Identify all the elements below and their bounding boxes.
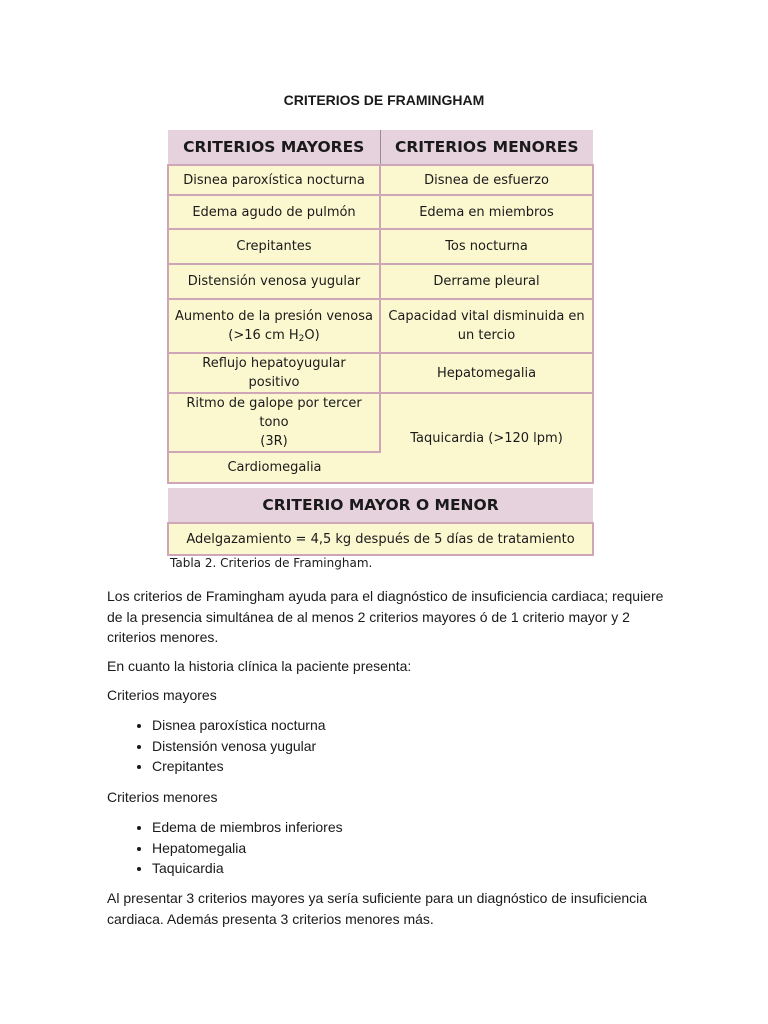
header-mayores: CRITERIOS MAYORES	[168, 130, 380, 165]
table-header-row	[168, 488, 593, 523]
table-row	[168, 195, 593, 229]
table-row	[168, 299, 593, 353]
cell-mayor	[168, 393, 380, 452]
cell-mayor: Disnea paroxística nocturna	[168, 165, 380, 195]
table-row	[168, 165, 593, 195]
paragraph-history: En cuanto la historia clínica la paciente presenta:	[107, 658, 412, 674]
cell-line: O)	[304, 328, 320, 343]
table-row	[168, 393, 593, 452]
table-row	[168, 523, 593, 555]
cell-mayor: Edema agudo de pulmón	[168, 195, 380, 229]
table-row	[168, 353, 593, 393]
header-menores: CRITERIOS MENORES	[380, 130, 593, 165]
table-row	[168, 264, 593, 299]
header-mayor-o-menor: CRITERIO MAYOR O MENOR	[168, 488, 593, 523]
cell-mayor: Cardiomegalia	[168, 452, 380, 483]
paragraph-conclusion: Al presentar 3 criterios mayores ya sería suficiente para un diagnóstico de insuficiencia cardiaca. Además presenta 3 criterios menores más.	[107, 890, 648, 927]
cell-line: Ritmo de galope por tercer tono	[186, 396, 362, 430]
menores-label: Criterios menores	[107, 789, 218, 805]
cell-menor: Hepatomegalia	[380, 353, 593, 393]
cell-menor: Taquicardia (>120 lpm)	[380, 393, 593, 483]
cell-menor: Edema en miembros	[380, 195, 593, 229]
cell-full: Adelgazamiento = 4,5 kg después de 5 días de tratamiento	[168, 523, 593, 555]
cell-menor	[380, 299, 593, 353]
list-item: • Distensión venosa yugular	[152, 736, 326, 757]
mayores-label: Criterios mayores	[107, 687, 217, 703]
cell-menor: Tos nocturna	[380, 229, 593, 264]
subscript: 2	[298, 334, 305, 344]
cell-line: Aumento de la presión venosa	[175, 309, 373, 324]
table-row	[168, 229, 593, 264]
cell-mayor: Reflujo hepatoyugular positivo	[168, 353, 380, 393]
cell-line: (>16 cm H	[228, 328, 299, 343]
table-caption: Tabla 2. Criterios de Framingham.	[170, 556, 373, 570]
cell-menor: Derrame pleural	[380, 264, 593, 299]
table-header-row	[168, 130, 593, 165]
criteria-table	[167, 130, 594, 556]
list-item: • Edema de miembros inferiores	[152, 817, 343, 838]
cell-mayor: Crepitantes	[168, 229, 380, 264]
list-item: • Hepatomegalia	[152, 838, 343, 859]
mayores-list	[107, 715, 326, 777]
cell-line: (3R)	[260, 434, 288, 449]
cell-line: un tercio	[457, 328, 516, 343]
list-item: • Disnea paroxística nocturna	[152, 715, 326, 736]
paragraph-intro: Los criterios de Framingham ayuda para el diagnóstico de insuficiencia cardiaca; requiere de la presencia simultánea de al menos 2 criterios mayores ó de 1 criterio mayor y 2 criterios menores.	[107, 588, 664, 645]
document-title: CRITERIOS DE FRAMINGHAM	[283, 92, 485, 108]
cell-line: Capacidad vital disminuida en	[388, 309, 585, 324]
cell-mayor	[168, 299, 380, 353]
list-item: • Taquicardia	[152, 858, 343, 879]
cell-menor: Disnea de esfuerzo	[380, 165, 593, 195]
framingham-table	[167, 130, 592, 556]
list-item: • Crepitantes	[152, 756, 326, 777]
menores-list	[107, 817, 343, 879]
cell-mayor: Distensión venosa yugular	[168, 264, 380, 299]
